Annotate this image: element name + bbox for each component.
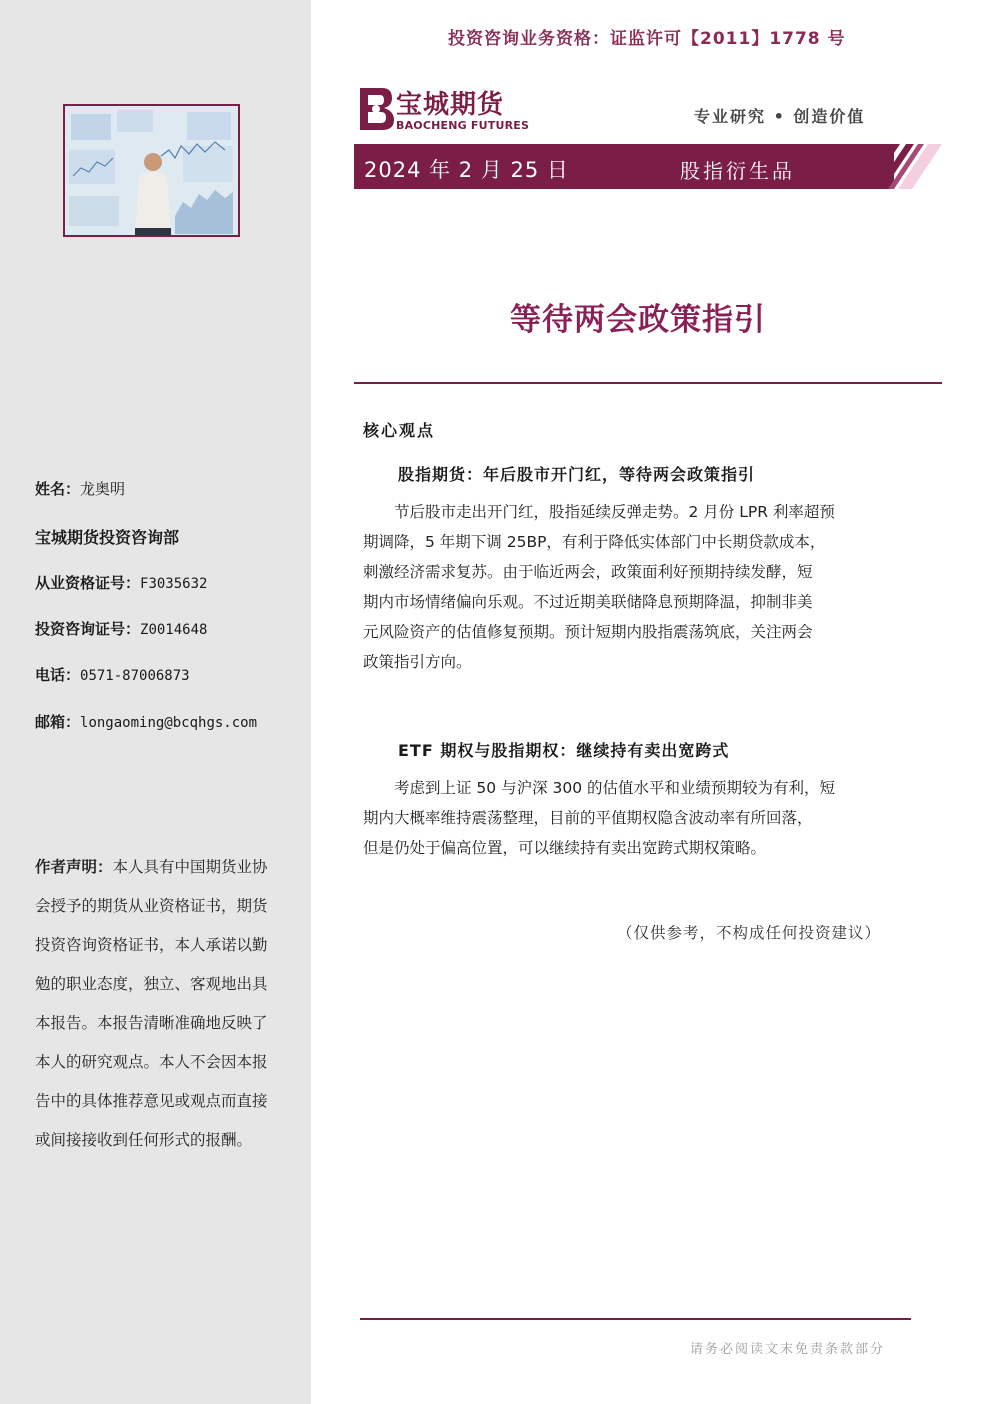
email	[35, 711, 257, 732]
slogan: 专业研究 • 创造价值	[694, 107, 866, 126]
hero-image	[63, 104, 240, 237]
qualification-cert-value: F3035632	[140, 576, 208, 592]
report-category: 股指衍生品	[680, 159, 795, 183]
title-divider	[354, 382, 942, 384]
section1-heading: 股指期货：年后股市开门红，等待两会政策指引	[398, 465, 756, 484]
phone-label: 电话：	[35, 666, 81, 684]
author-name-value: 龙奥明	[80, 480, 126, 498]
phone-value: 0571-87006873	[80, 668, 190, 684]
phone	[35, 664, 190, 685]
author-name	[35, 478, 125, 499]
author-statement-label: 作者声明：	[35, 858, 113, 876]
qualification-cert-label: 从业资格证号：	[35, 574, 141, 592]
footer-note: 请务必阅读文末免责条款部分	[690, 1342, 886, 1357]
email-value: longaoming@bcqhgs.com	[80, 715, 258, 731]
author-statement-text: 本人具有中国期货业协会授予的期货从业资格证书，期货投资咨询资格证书，本人承诺以勤勉的职业态度，独立、客观地出具本报告。本报告清晰准确地反映了本人的研究观点。本人不会因本报告中的具体推荐意见或观点而直接或间接接收到任何形式的报酬。	[35, 858, 268, 1149]
section2-heading: ETF 期权与股指期权：继续持有卖出宽跨式	[398, 741, 730, 760]
report-date: 2024 年 2 月 25 日	[364, 158, 569, 182]
section1-text: 节后股市走出开门红，股指延续反弹走势。2 月份 LPR 利率超预 期调降，5 年期下调 25BP，有利于降低实体部门中长期贷款成本， 刺激经济需求复苏。由于临近两会，政策面利好预期持续发酵，短 期内市场情绪偏向乐观。不过近期美联储降息预期降温，抑制非美 元风险资产的估值修复预期。预计短期内股指震荡筑底，关注两会 政策指引方向。	[363, 503, 835, 671]
footer-divider	[360, 1318, 911, 1320]
hero-illustration	[65, 106, 238, 235]
advisory-cert	[35, 618, 207, 639]
company-name-en: BAOCHENG FUTURES	[396, 119, 530, 132]
section2-text: 考虑到上证 50 与沪深 300 的估值水平和业绩预期较为有利，短 期内大概率维持震荡整理，目前的平值期权隐含波动率有所回落， 但是仍处于偏高位置，可以继续持有卖出宽跨式期权策略。	[363, 779, 836, 857]
company-name-cn: 宝城期货	[396, 90, 505, 120]
core-heading: 核心观点	[363, 421, 436, 440]
advisory-cert-value: Z0014648	[140, 622, 208, 638]
band-stripes-icon	[852, 144, 942, 189]
author-name-label: 姓名：	[35, 480, 81, 498]
disclaimer: （仅供参考，不构成任何投资建议）	[617, 924, 882, 942]
author-statement	[35, 848, 271, 1160]
license-text: 投资咨询业务资格：证监许可【2011】1778 号	[448, 29, 846, 49]
department: 宝城期货投资咨询部	[35, 528, 180, 547]
advisory-cert-label: 投资咨询证号：	[35, 620, 141, 638]
qualification-cert	[35, 572, 207, 593]
email-label: 邮箱：	[35, 713, 81, 731]
report-title: 等待两会政策指引	[510, 302, 766, 338]
